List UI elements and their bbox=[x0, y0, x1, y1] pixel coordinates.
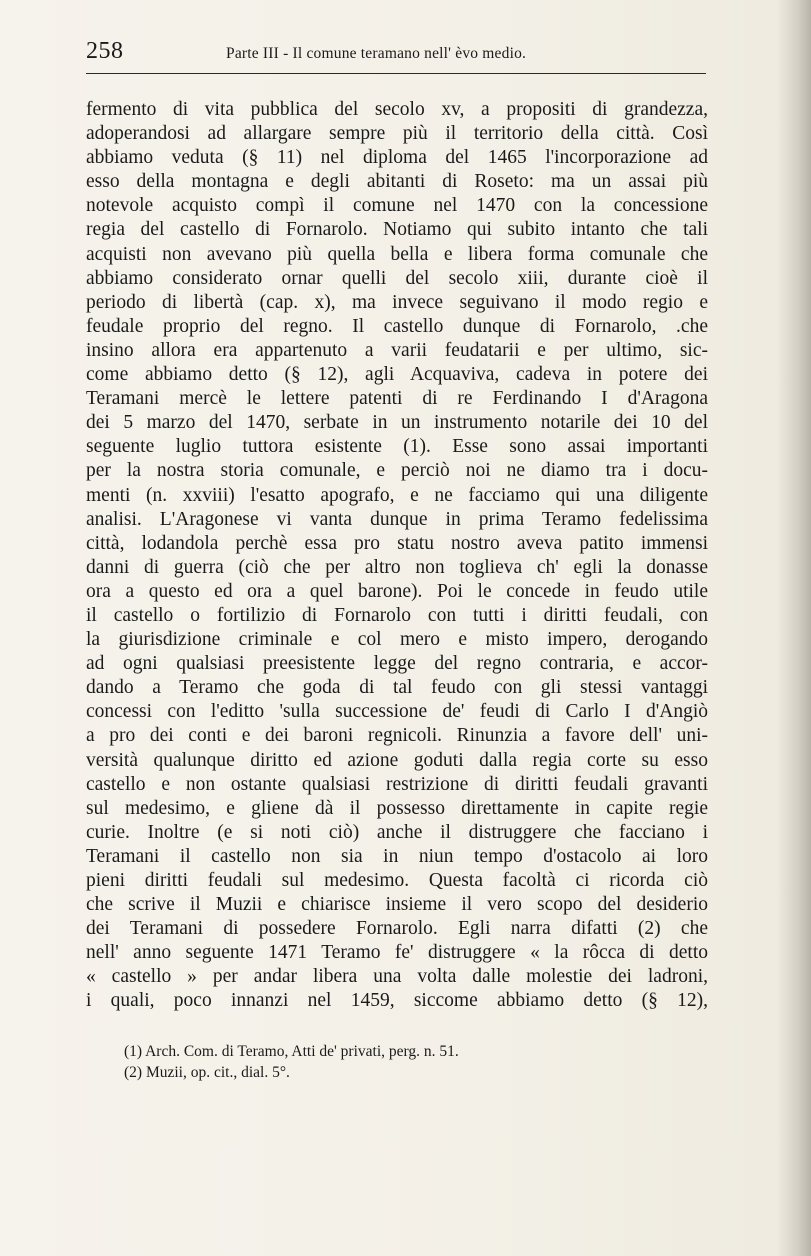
body-line: per la nostra storia comunale, e perciò noi ne diamo tra i docu- bbox=[86, 460, 708, 482]
body-line: acquisti non avevano più quella bella e libera forma comunale che bbox=[86, 243, 708, 265]
body-line: abbiamo considerato ornar quelli del secolo xiii, durante cioè il bbox=[86, 267, 708, 289]
page-number: 258 bbox=[86, 38, 124, 64]
body-line: periodo di libertà (cap. x), ma invece seguivano il modo regio e bbox=[86, 291, 708, 313]
body-line: castello e non ostante qualsiasi restrizione di diritti feudali gravanti bbox=[86, 773, 708, 795]
body-line: analisi. L'Aragonese vi vanta dunque in prima Teramo fedelissima bbox=[86, 508, 708, 530]
body-line: adoperandosi ad allargare sempre più il territorio della città. Così bbox=[86, 123, 708, 145]
body-line: dei 5 marzo del 1470, serbate in un instrumento notarile dei 10 del bbox=[86, 412, 708, 434]
body-line: ora a questo ed ora a quel barone). Poi le concede in feudo utile bbox=[86, 580, 708, 602]
body-line: notevole acquisto compì il comune nel 1470 con la concessione bbox=[86, 195, 708, 217]
body-line: che scrive il Muzii e chiarisce insieme il vero scopo del desiderio bbox=[86, 894, 708, 916]
body-line: Teramani mercè le lettere patenti di re Ferdinando I d'Aragona bbox=[86, 388, 708, 410]
body-line: « castello » per andar libera una volta dalle molestie dei ladroni, bbox=[86, 966, 708, 988]
body-line: versità qualunque diritto ed azione goduti dalla regia corte su esso bbox=[86, 749, 708, 771]
body-line: abbiamo veduta (§ 11) nel diploma del 1465 l'incorporazione ad bbox=[86, 147, 708, 169]
body-line: concessi con l'editto 'sulla successione de' feudi di Carlo I d'Angiò bbox=[86, 701, 708, 723]
body-text bbox=[86, 98, 708, 1014]
body-line: i quali, poco innanzi nel 1459, siccome abbiamo detto (§ 12), bbox=[86, 990, 708, 1012]
body-line: seguente luglio tuttora esistente (1). Esse sono assai importanti bbox=[86, 436, 708, 458]
page-header bbox=[86, 36, 706, 76]
body-line: il castello o fortilizio di Fornarolo con tutti i diritti feudali, con bbox=[86, 604, 708, 626]
body-line: esso della montagna e degli abitanti di Roseto: ma un assai più bbox=[86, 171, 708, 193]
body-line: dei Teramani di possedere Fornarolo. Egli narra difatti (2) che bbox=[86, 918, 708, 940]
header-rule bbox=[86, 73, 706, 74]
body-line: menti (n. xxviii) l'esatto apografo, e ne facciamo qui una diligente bbox=[86, 484, 708, 506]
body-line: la giurisdizione criminale e col mero e misto impero, derogando bbox=[86, 629, 708, 651]
body-line: regia del castello di Fornarolo. Notiamo qui subito intanto che tali bbox=[86, 219, 708, 241]
body-line: fermento di vita pubblica del secolo xv, a propositi di grandezza, bbox=[86, 99, 708, 120]
footnotes bbox=[124, 1042, 684, 1083]
running-head: Parte III - Il comune teramano nell' èvo medio. bbox=[226, 45, 527, 62]
body-line: pieni diritti feudali sul medesimo. Questa facoltà ci ricorda ciò bbox=[86, 870, 708, 891]
page-edge-shadow bbox=[777, 0, 811, 1256]
body-line: sul medesimo, e gliene dà il possesso direttamente in capite regie bbox=[86, 797, 708, 819]
body-line: come abbiamo detto (§ 12), agli Acquaviva, cadeva in potere dei bbox=[86, 364, 708, 386]
body-line: nell' anno seguente 1471 Teramo fe' distruggere « la rôcca di detto bbox=[86, 942, 708, 964]
body-line: feudale proprio del regno. Il castello dunque di Fornarolo, .che bbox=[86, 315, 708, 337]
body-line: danni di guerra (ciò che per altro non toglieva ch' egli la donasse bbox=[86, 556, 708, 578]
footnote: (1) Arch. Com. di Teramo, Atti de' privati, perg. n. 51. bbox=[124, 1043, 459, 1060]
body-line: a pro dei conti e dei baroni regnicoli. Rinunzia a favore dell' uni- bbox=[86, 725, 708, 747]
body-line: Teramani il castello non sia in niun tempo d'ostacolo ai loro bbox=[86, 845, 708, 867]
body-line: città, lodandola perchè essa pro statu nostro aveva patito immensi bbox=[86, 532, 708, 554]
body-line: insino allora era appartenuto a varii feudatarii e per ultimo, sic- bbox=[86, 339, 708, 361]
body-line: ad ogni qualsiasi preesistente legge del regno contraria, e accor- bbox=[86, 653, 708, 675]
footnote: (2) Muzii, op. cit., dial. 5°. bbox=[124, 1064, 290, 1081]
body-line: curie. Inoltre (e si noti ciò) anche il distruggere che facciano i bbox=[86, 821, 708, 843]
body-line: dando a Teramo che goda di tal feudo con gli stessi vantaggi bbox=[86, 677, 708, 699]
